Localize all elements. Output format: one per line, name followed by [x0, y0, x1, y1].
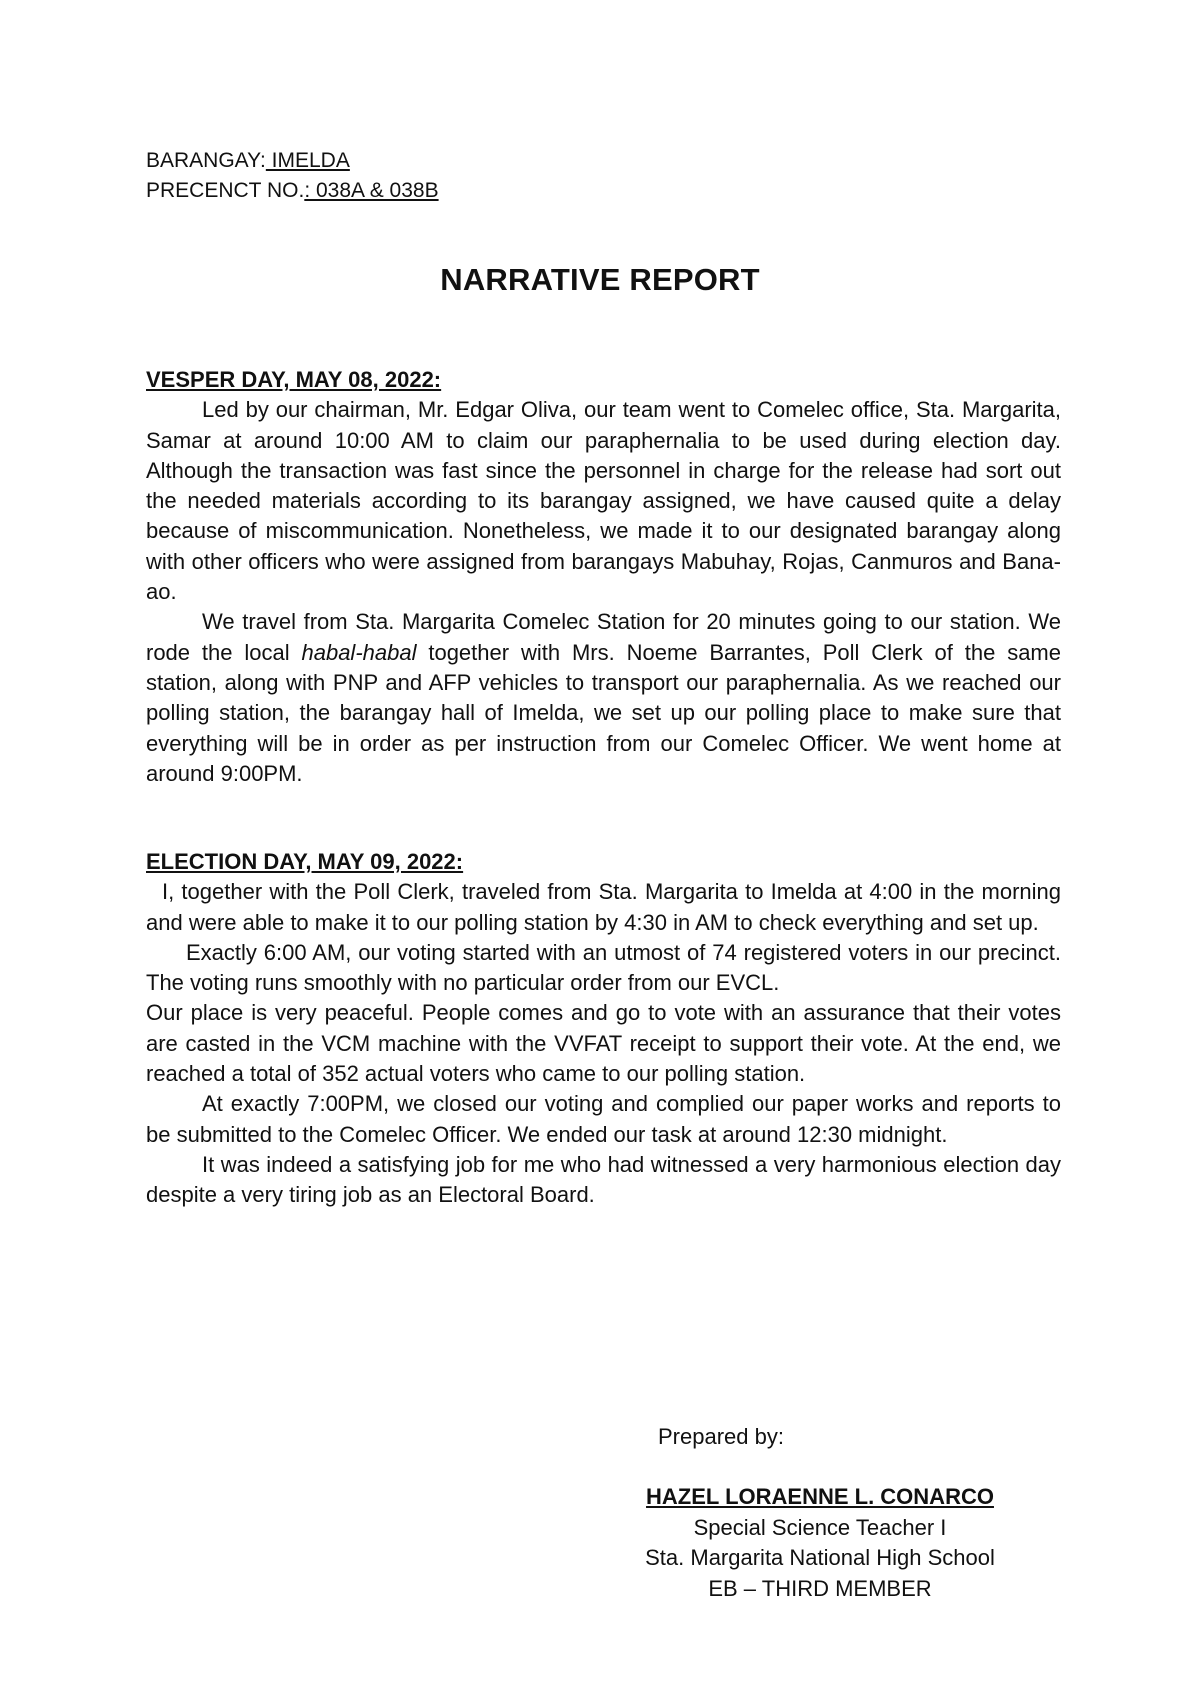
signatory-position: Special Science Teacher I	[693, 1514, 947, 1540]
vesper-paragraph-2-start: We travel from Sta. Margarita Comelec Station for 20 minutes going to our station. We rode the local	[146, 609, 1061, 665]
prepared-by-label: Prepared by:	[658, 1424, 784, 1449]
signature-block	[600, 1422, 1040, 1604]
election-paragraph-1: I, together with the Poll Clerk, traveled from Sta. Margarita to Imelda at 4:00 in the morning and were able to make it to our polling station by 4:30 in AM to check everything and set up.	[146, 879, 1061, 935]
signatory-school: Sta. Margarita National High School	[645, 1545, 995, 1570]
page-title: NARRATIVE REPORT	[440, 262, 760, 297]
election-day-heading: ELECTION DAY, MAY 09, 2022:	[146, 849, 464, 874]
habal-habal-term: habal-habal	[301, 639, 417, 665]
vesper-day-section	[146, 365, 1061, 789]
vesper-paragraph-2-end: together with Mrs. Noeme Barrantes, Poll Clerk of the same station, along with PNP and AFP vehicles to transport our paraphernalia. As we reached our polling station, the barangay hall of Imelda, we set up our polling place to make sure that everything will be in order as per instruction from our Comelec Officer. We went home at around 9:00PM.	[146, 639, 1061, 786]
vesper-paragraph-2	[146, 607, 1061, 789]
precinct-value: : 038A & 038B	[304, 179, 439, 202]
vesper-day-heading: VESPER DAY, MAY 08, 2022:	[146, 367, 442, 392]
document-header	[146, 146, 439, 206]
precinct-label: PRECENCT NO.	[146, 179, 305, 202]
signatory-name: HAZEL LORAENNE L. CONARCO	[646, 1484, 994, 1509]
election-paragraph-4: At exactly 7:00PM, we closed our voting and complied our paper works and reports to be submitted to the Comelec Officer. We ended our task at around 12:30 midnight.	[146, 1091, 1061, 1147]
precinct-line	[146, 176, 439, 206]
election-paragraph-3: Our place is very peaceful. People comes and go to vote with an assurance that their votes are casted in the VCM machine with the VVFAT receipt to support their vote. At the end, we reached a total of 352 actual voters who came to our polling station.	[146, 1000, 1061, 1087]
barangay-label: BARANGAY:	[146, 149, 266, 172]
signatory-role: EB – THIRD MEMBER	[708, 1575, 932, 1601]
barangay-value: IMELDA	[265, 149, 350, 172]
election-paragraph-2: Exactly 6:00 AM, our voting started with an utmost of 74 registered voters in our precinct. The voting runs smoothly with no particular order from our EVCL.	[146, 939, 1061, 996]
vesper-paragraph-1: Led by our chairman, Mr. Edgar Oliva, our team went to Comelec office, Sta. Margarita, Samar at around 10:00 AM to claim our paraphernalia to be used during election day. Although the transaction was fast since the personnel in charge for the release had sort out the needed materials according to its barangay assigned, we have caused quite a delay because of miscommunication. Nonetheless, we made it to our designated barangay along with other officers who were assigned from barangays Mabuhay, Rojas, Canmuros and Bana-ao.	[146, 397, 1061, 605]
election-paragraph-5: It was indeed a satisfying job for me who had witnessed a very harmonious election day despite a very tiring job as an Electoral Board.	[146, 1151, 1061, 1208]
barangay-line	[146, 146, 439, 176]
election-day-section	[146, 847, 1061, 1211]
